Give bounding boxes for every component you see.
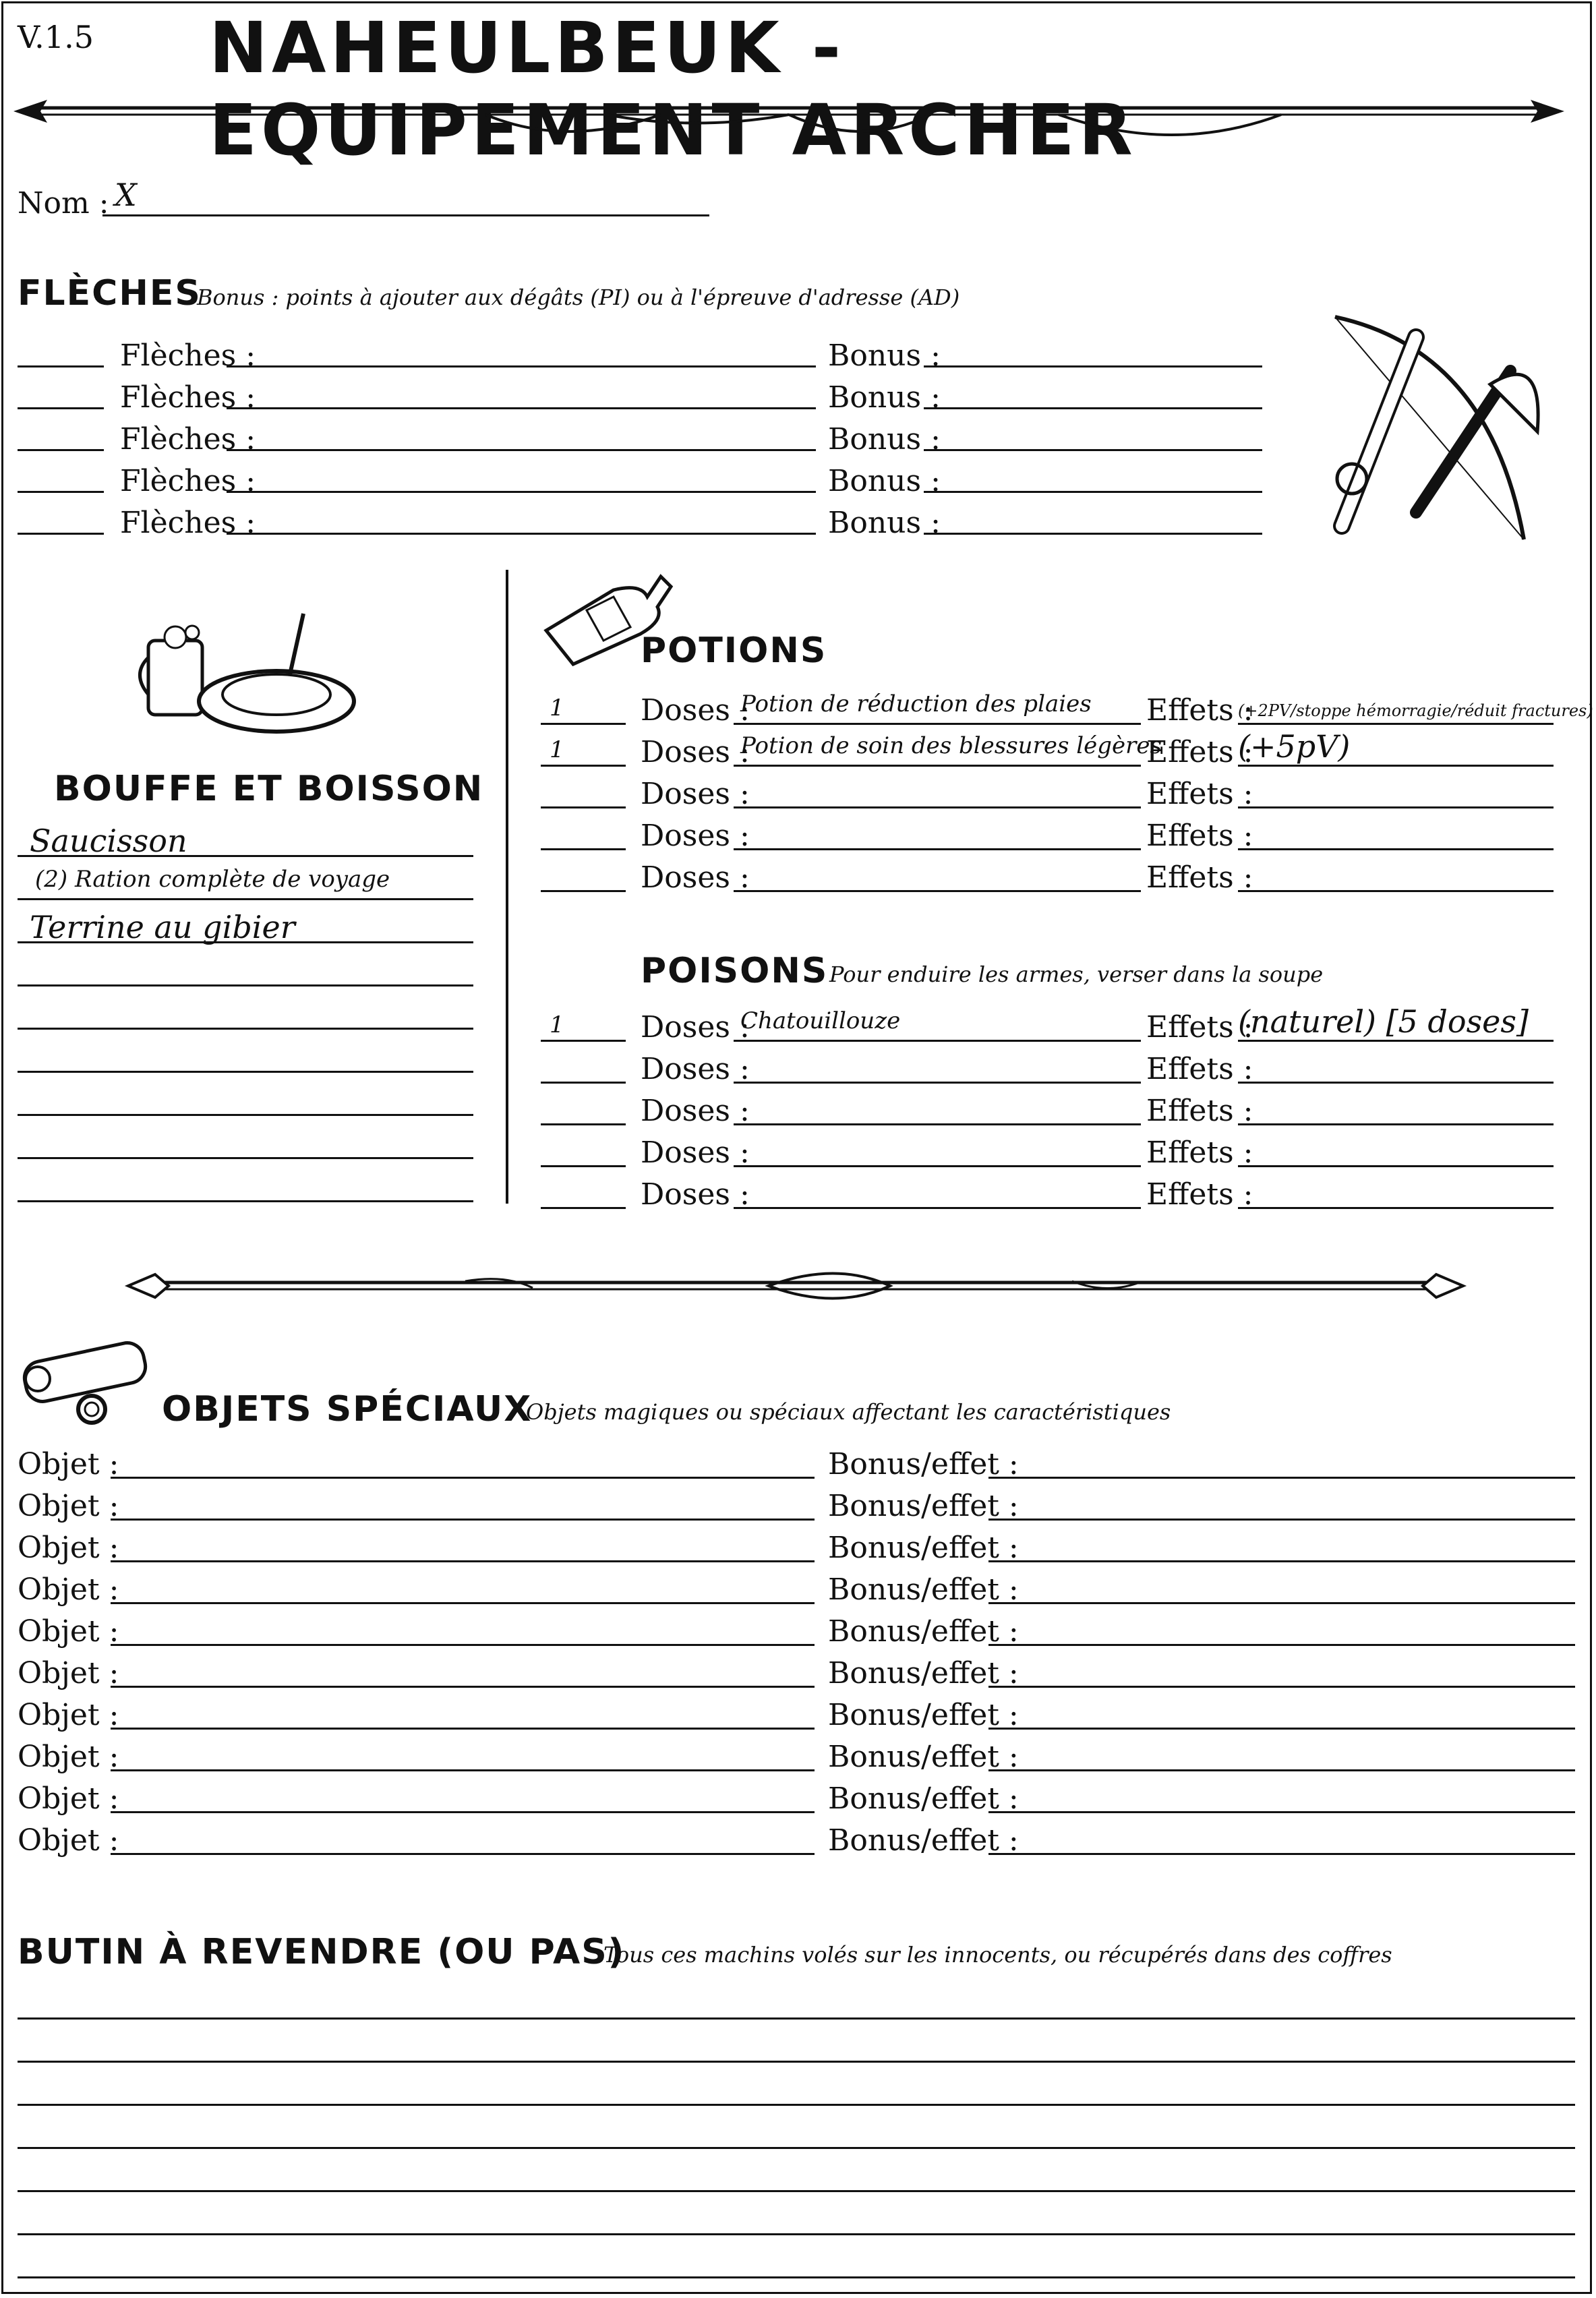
bouffe-title: BOUFFE ET BOISSON bbox=[54, 769, 484, 809]
nom-value[interactable]: X bbox=[115, 177, 137, 213]
objet-label: Objet : bbox=[18, 1823, 119, 1858]
fleches-bonus-label: Bonus : bbox=[828, 464, 941, 498]
doses-name-line[interactable] bbox=[734, 723, 1141, 725]
objet-line[interactable] bbox=[111, 1560, 815, 1562]
effets-label: Effets : bbox=[1146, 860, 1253, 895]
doses-qty-line[interactable] bbox=[541, 1040, 626, 1042]
bow-arrow-divider-icon bbox=[13, 88, 1564, 148]
doses-name-line[interactable] bbox=[734, 1165, 1141, 1167]
effets-label: Effets : bbox=[1146, 735, 1253, 769]
objet-label: Objet : bbox=[18, 1572, 119, 1607]
doses-label: Doses : bbox=[641, 819, 750, 853]
objet-line[interactable] bbox=[111, 1686, 815, 1688]
effets-line[interactable] bbox=[1238, 723, 1554, 725]
bouffe-item-line[interactable] bbox=[18, 898, 473, 900]
objets-note: Objets magiques ou spéciaux affectant les caractéristiques bbox=[526, 1399, 1171, 1425]
objet-bonus-label: Bonus/effet : bbox=[828, 1447, 1019, 1481]
fleches-qty-line[interactable] bbox=[18, 449, 104, 451]
nom-label: Nom : bbox=[18, 186, 109, 220]
doses-qty-line[interactable] bbox=[541, 765, 626, 767]
food-plate-icon bbox=[135, 607, 357, 735]
fleches-bonus-label: Bonus : bbox=[828, 422, 941, 456]
doses-qty-line[interactable] bbox=[541, 1082, 626, 1084]
fleches-label: Flèches : bbox=[120, 338, 256, 373]
objet-label: Objet : bbox=[18, 1781, 119, 1816]
fleches-bonus-line[interactable] bbox=[924, 365, 1262, 367]
doses-name-line[interactable] bbox=[734, 806, 1141, 808]
objet-label: Objet : bbox=[18, 1656, 119, 1690]
doses-label: Doses : bbox=[641, 777, 750, 811]
doses-name-value: Potion de réduction des plaies bbox=[740, 690, 1092, 717]
doses-qty-line[interactable] bbox=[541, 723, 626, 725]
bouffe-item-line[interactable] bbox=[18, 1157, 473, 1159]
objet-bonus-line[interactable] bbox=[988, 1477, 1575, 1479]
objet-line[interactable] bbox=[111, 1519, 815, 1521]
doses-name-line[interactable] bbox=[734, 1082, 1141, 1084]
doses-name-line[interactable] bbox=[734, 765, 1141, 767]
effets-line[interactable] bbox=[1238, 1082, 1554, 1084]
objet-label: Objet : bbox=[18, 1614, 119, 1649]
objet-line[interactable] bbox=[111, 1644, 815, 1646]
fleches-qty-line[interactable] bbox=[18, 491, 104, 493]
bouffe-item-line[interactable] bbox=[18, 1200, 473, 1202]
butin-title: BUTIN À REVENDRE (OU PAS) bbox=[18, 1932, 626, 1972]
effets-label: Effets : bbox=[1146, 819, 1253, 853]
potions-title: POTIONS bbox=[641, 630, 827, 671]
effets-line[interactable] bbox=[1238, 1165, 1554, 1167]
fleches-name-line[interactable] bbox=[227, 491, 816, 493]
objet-bonus-line[interactable] bbox=[988, 1811, 1575, 1813]
poisons-title: POISONS bbox=[641, 951, 829, 991]
objet-line[interactable] bbox=[111, 1728, 815, 1730]
butin-line[interactable] bbox=[18, 2276, 1575, 2278]
fleches-label: Flèches : bbox=[120, 380, 256, 415]
doses-label: Doses : bbox=[641, 860, 750, 895]
fleches-name-line[interactable] bbox=[227, 533, 816, 535]
bouffe-item-line[interactable] bbox=[18, 984, 473, 986]
bouffe-item-text: Terrine au gibier bbox=[30, 909, 295, 945]
butin-line[interactable] bbox=[18, 2104, 1575, 2106]
effets-value: (+5pV) bbox=[1238, 728, 1351, 765]
objet-bonus-line[interactable] bbox=[988, 1602, 1575, 1604]
objet-line[interactable] bbox=[111, 1853, 815, 1855]
fleches-bonus-line[interactable] bbox=[924, 533, 1262, 535]
bouffe-item-text: Saucisson bbox=[30, 823, 187, 859]
doses-label: Doses : bbox=[641, 1136, 750, 1170]
effets-line[interactable] bbox=[1238, 1207, 1554, 1209]
column-separator bbox=[506, 570, 508, 1204]
bouffe-item-line[interactable] bbox=[18, 941, 473, 943]
effets-label: Effets : bbox=[1146, 777, 1253, 811]
objet-bonus-label: Bonus/effet : bbox=[828, 1740, 1019, 1774]
fleches-bonus-line[interactable] bbox=[924, 449, 1262, 451]
doses-name-line[interactable] bbox=[734, 1040, 1141, 1042]
objet-label: Objet : bbox=[18, 1447, 119, 1481]
fleches-label: Flèches : bbox=[120, 422, 256, 456]
objet-label: Objet : bbox=[18, 1531, 119, 1565]
doses-qty-value: 1 bbox=[550, 1011, 564, 1038]
doses-label: Doses : bbox=[641, 1094, 750, 1128]
effets-label: Effets : bbox=[1146, 1010, 1253, 1044]
doses-qty-line[interactable] bbox=[541, 848, 626, 850]
doses-qty-value: 1 bbox=[550, 695, 564, 721]
effets-value: (+2PV/stoppe hémorragie/réduit fractures) bbox=[1238, 701, 1593, 720]
objet-bonus-label: Bonus/effet : bbox=[828, 1781, 1019, 1816]
objet-line[interactable] bbox=[111, 1769, 815, 1771]
fleches-bonus-label: Bonus : bbox=[828, 506, 941, 540]
bouffe-item-line[interactable] bbox=[18, 1028, 473, 1030]
doses-label: Doses : bbox=[641, 693, 750, 728]
fleches-qty-line[interactable] bbox=[18, 365, 104, 367]
effets-value: (naturel) [5 doses] bbox=[1238, 1003, 1529, 1040]
objet-bonus-label: Bonus/effet : bbox=[828, 1656, 1019, 1690]
objet-bonus-line[interactable] bbox=[988, 1769, 1575, 1771]
doses-label: Doses : bbox=[641, 1052, 750, 1086]
fleches-bonus-label: Bonus : bbox=[828, 380, 941, 415]
butin-line[interactable] bbox=[18, 2017, 1575, 2020]
fleches-qty-line[interactable] bbox=[18, 407, 104, 409]
butin-note: Tous ces machins volés sur les innocents, ou récupérés dans des coffres bbox=[603, 1942, 1392, 1968]
doses-qty-line[interactable] bbox=[541, 806, 626, 808]
fleches-name-line[interactable] bbox=[227, 407, 816, 409]
bouffe-item-line[interactable] bbox=[18, 1114, 473, 1116]
objet-bonus-line[interactable] bbox=[988, 1728, 1575, 1730]
butin-line[interactable] bbox=[18, 2190, 1575, 2192]
fleches-label: Flèches : bbox=[120, 464, 256, 498]
objet-line[interactable] bbox=[111, 1602, 815, 1604]
doses-label: Doses : bbox=[641, 735, 750, 769]
objet-label: Objet : bbox=[18, 1740, 119, 1774]
effets-line[interactable] bbox=[1238, 1123, 1554, 1125]
objet-label: Objet : bbox=[18, 1489, 119, 1523]
doses-qty-line[interactable] bbox=[541, 1207, 626, 1209]
bouffe-item-text: (2) Ration complète de voyage bbox=[35, 866, 390, 893]
effets-line[interactable] bbox=[1238, 765, 1554, 767]
fleches-bonus-line[interactable] bbox=[924, 407, 1262, 409]
doses-name-value: Chatouillouze bbox=[740, 1007, 901, 1034]
bouffe-item-line[interactable] bbox=[18, 1071, 473, 1073]
objet-bonus-line[interactable] bbox=[988, 1519, 1575, 1521]
doses-qty-line[interactable] bbox=[541, 1123, 626, 1125]
objets-title: OBJETS SPÉCIAUX bbox=[162, 1389, 533, 1430]
fleches-qty-line[interactable] bbox=[18, 533, 104, 535]
objet-bonus-line[interactable] bbox=[988, 1560, 1575, 1562]
objet-bonus-label: Bonus/effet : bbox=[828, 1823, 1019, 1858]
fleches-name-line[interactable] bbox=[227, 449, 816, 451]
page-title: NAHEULBEUK - EQUIPEMENT ARCHER bbox=[209, 7, 1137, 171]
butin-line[interactable] bbox=[18, 2061, 1575, 2063]
doses-name-line[interactable] bbox=[734, 848, 1141, 850]
objet-bonus-line[interactable] bbox=[988, 1644, 1575, 1646]
effets-label: Effets : bbox=[1146, 1052, 1253, 1086]
doses-qty-line[interactable] bbox=[541, 890, 626, 892]
fleches-note: Bonus : points à ajouter aux dégâts (PI) ou à l'épreuve d'adresse (AD) bbox=[197, 285, 960, 310]
poisons-note: Pour enduire les armes, verser dans la soupe bbox=[829, 962, 1324, 987]
effets-line[interactable] bbox=[1238, 890, 1554, 892]
doses-label: Doses : bbox=[641, 1010, 750, 1044]
effets-line[interactable] bbox=[1238, 806, 1554, 808]
objet-bonus-label: Bonus/effet : bbox=[828, 1614, 1019, 1649]
fleches-bonus-label: Bonus : bbox=[828, 338, 941, 373]
nom-field-line bbox=[102, 214, 709, 216]
effets-line[interactable] bbox=[1238, 1040, 1554, 1042]
objet-bonus-line[interactable] bbox=[988, 1686, 1575, 1688]
fleches-title: FLÈCHES bbox=[18, 273, 202, 314]
fleches-name-line[interactable] bbox=[227, 365, 816, 367]
effets-line[interactable] bbox=[1238, 848, 1554, 850]
doses-qty-line[interactable] bbox=[541, 1165, 626, 1167]
effets-label: Effets : bbox=[1146, 1136, 1253, 1170]
doses-qty-value: 1 bbox=[550, 736, 564, 763]
effets-label: Effets : bbox=[1146, 1177, 1253, 1212]
objet-line[interactable] bbox=[111, 1811, 815, 1813]
butin-line[interactable] bbox=[18, 2233, 1575, 2235]
crossed-weapons-icon bbox=[1322, 310, 1564, 553]
version-label: V.1.5 bbox=[18, 19, 94, 55]
objet-bonus-label: Bonus/effet : bbox=[828, 1698, 1019, 1732]
objet-bonus-label: Bonus/effet : bbox=[828, 1572, 1019, 1607]
doses-label: Doses : bbox=[641, 1177, 750, 1212]
objet-bonus-label: Bonus/effet : bbox=[828, 1531, 1019, 1565]
scroll-ring-icon bbox=[18, 1338, 159, 1426]
effets-label: Effets : bbox=[1146, 693, 1253, 728]
fleches-label: Flèches : bbox=[120, 506, 256, 540]
objet-label: Objet : bbox=[18, 1698, 119, 1732]
doses-name-line[interactable] bbox=[734, 1207, 1141, 1209]
doses-name-value: Potion de soin des blessures légères bbox=[740, 732, 1162, 759]
doses-name-line[interactable] bbox=[734, 890, 1141, 892]
objet-bonus-label: Bonus/effet : bbox=[828, 1489, 1019, 1523]
butin-line[interactable] bbox=[18, 2147, 1575, 2149]
objet-bonus-line[interactable] bbox=[988, 1853, 1575, 1855]
doses-name-line[interactable] bbox=[734, 1123, 1141, 1125]
effets-label: Effets : bbox=[1146, 1094, 1253, 1128]
bouffe-item-line[interactable] bbox=[18, 855, 473, 857]
objet-line[interactable] bbox=[111, 1477, 815, 1479]
staff-divider-icon bbox=[128, 1261, 1463, 1308]
fleches-bonus-line[interactable] bbox=[924, 491, 1262, 493]
